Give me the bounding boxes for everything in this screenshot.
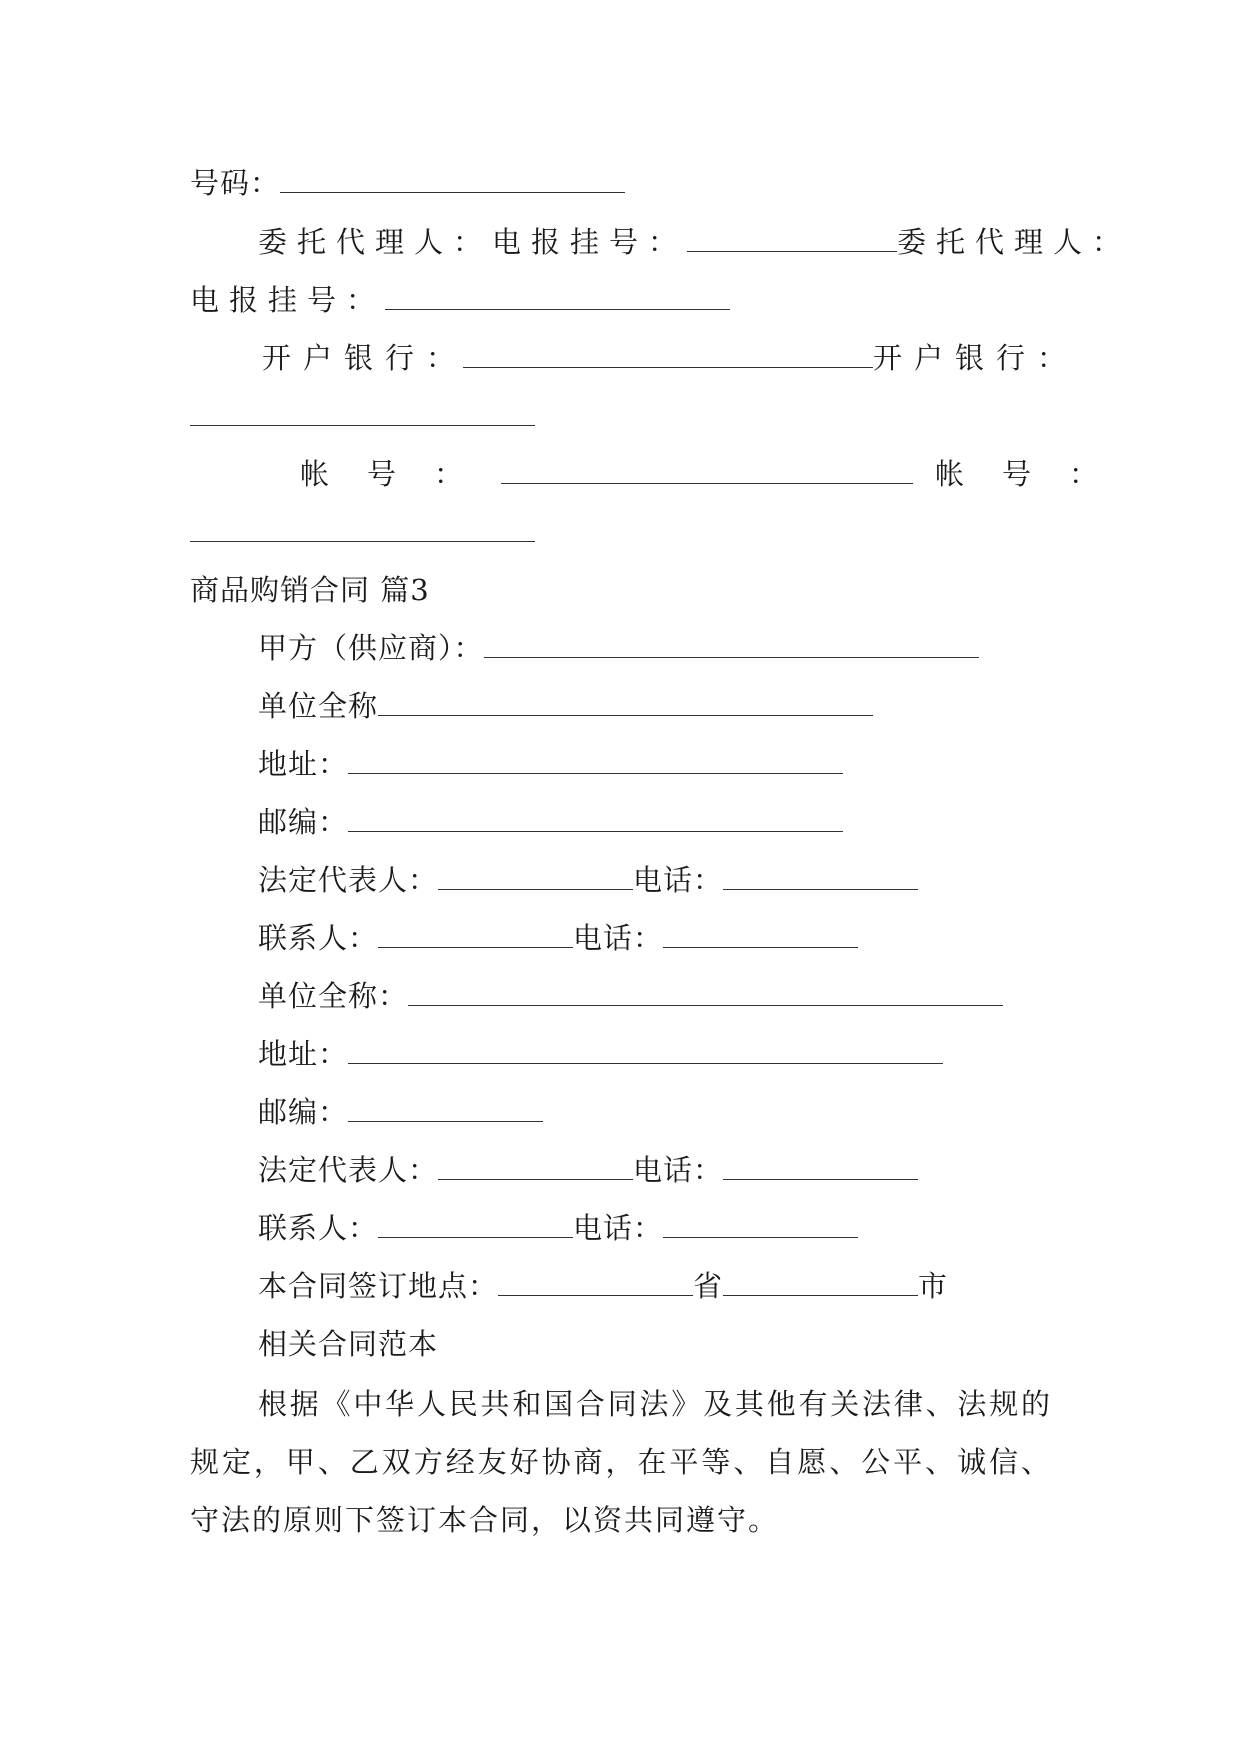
account-line [300, 454, 1136, 494]
number-label: 号码： [190, 166, 281, 200]
bank-continuation-line [190, 396, 535, 436]
postcode-line-a [258, 802, 843, 842]
address-line-b [258, 1034, 943, 1074]
telegraph-line [190, 280, 730, 320]
supplier-label: 甲方（供应商）： [258, 631, 484, 665]
legal-rep-line-b [258, 1150, 918, 1190]
account-label-1: 帐号： [300, 457, 502, 491]
account-continuation-line [190, 512, 535, 552]
signing-place-label: 本合同签订地点： [258, 1269, 499, 1303]
account-blank-1[interactable] [501, 459, 913, 484]
number-blank[interactable] [280, 168, 625, 193]
contact-line-b [258, 1208, 858, 1248]
bank-line [262, 338, 1078, 378]
phone-label-b2: 电话： [573, 1211, 664, 1245]
postcode-label-b: 邮编： [258, 1095, 349, 1129]
bank-label-1: 开户银行： [262, 341, 468, 375]
agent-line [258, 222, 1131, 262]
bank-label-2: 开户银行： [873, 341, 1079, 375]
agent-label-1: 委托代理人： [258, 225, 493, 259]
legal-rep-label-a: 法定代表人： [258, 863, 439, 897]
legal-rep-label-b: 法定代表人： [258, 1153, 439, 1187]
section-title: 商品购销合同 篇3 [190, 573, 430, 607]
supplier-blank[interactable] [484, 633, 979, 658]
intro-paragraph: 根据《中华人民共和国合同法》及其他有关法律、法规的规定，甲、乙双方经友好协商，在平等、自愿、公平、诚信、守法的原则下签订本合同，以资共同遵守。 [190, 1387, 1052, 1537]
province-label: 省 [693, 1269, 724, 1303]
agent-label-2: 委托代理人： [897, 225, 1132, 259]
city-label: 市 [918, 1269, 949, 1303]
address-blank-b[interactable] [348, 1039, 943, 1064]
legal-rep-blank-b[interactable] [438, 1155, 633, 1180]
contact-blank-a[interactable] [378, 923, 573, 948]
phone-blank-b1[interactable] [723, 1155, 918, 1180]
contact-blank-b[interactable] [378, 1213, 573, 1238]
contact-label-b: 联系人： [258, 1211, 379, 1245]
phone-blank-a2[interactable] [663, 923, 858, 948]
unit-name-label-a: 单位全称 [258, 689, 379, 723]
phone-label-a1: 电话： [633, 863, 724, 897]
postcode-label-a: 邮编： [258, 805, 349, 839]
account-blank-2[interactable] [190, 517, 535, 542]
address-blank-a[interactable] [348, 749, 843, 774]
postcode-blank-a[interactable] [348, 807, 843, 832]
unit-name-line-b [258, 976, 1003, 1016]
telegraph-blank-2[interactable] [385, 285, 730, 310]
legal-rep-blank-a[interactable] [438, 865, 633, 890]
phone-blank-a1[interactable] [723, 865, 918, 890]
city-blank[interactable] [723, 1271, 918, 1296]
phone-label-a2: 电话： [573, 921, 664, 955]
account-label-2: 帐号： [935, 457, 1137, 491]
supplier-line [258, 628, 979, 668]
number-line [190, 163, 625, 203]
contact-line-a [258, 918, 858, 958]
unit-name-blank-b[interactable] [408, 981, 1003, 1006]
unit-name-blank-a[interactable] [378, 691, 873, 716]
address-label-a: 地址： [258, 747, 349, 781]
phone-blank-b2[interactable] [663, 1213, 858, 1238]
province-blank[interactable] [498, 1271, 693, 1296]
signing-place-line [258, 1266, 948, 1306]
legal-rep-line-a [258, 860, 918, 900]
phone-label-b1: 电话： [633, 1153, 724, 1187]
related-contracts-label: 相关合同范本 [258, 1327, 439, 1361]
contact-label-a: 联系人： [258, 921, 379, 955]
address-line-a [258, 744, 843, 784]
bank-blank-1[interactable] [463, 343, 873, 368]
address-label-b: 地址： [258, 1037, 349, 1071]
postcode-blank-b[interactable] [348, 1097, 543, 1122]
unit-name-line-a [258, 686, 873, 726]
telegraph-label-2: 电报挂号： [190, 283, 386, 317]
bank-blank-2[interactable] [190, 401, 535, 426]
postcode-line-b [258, 1092, 543, 1132]
telegraph-blank-1[interactable] [687, 227, 897, 252]
unit-name-label-b: 单位全称： [258, 979, 409, 1013]
telegraph-label-1: 电报挂号： [492, 225, 688, 259]
